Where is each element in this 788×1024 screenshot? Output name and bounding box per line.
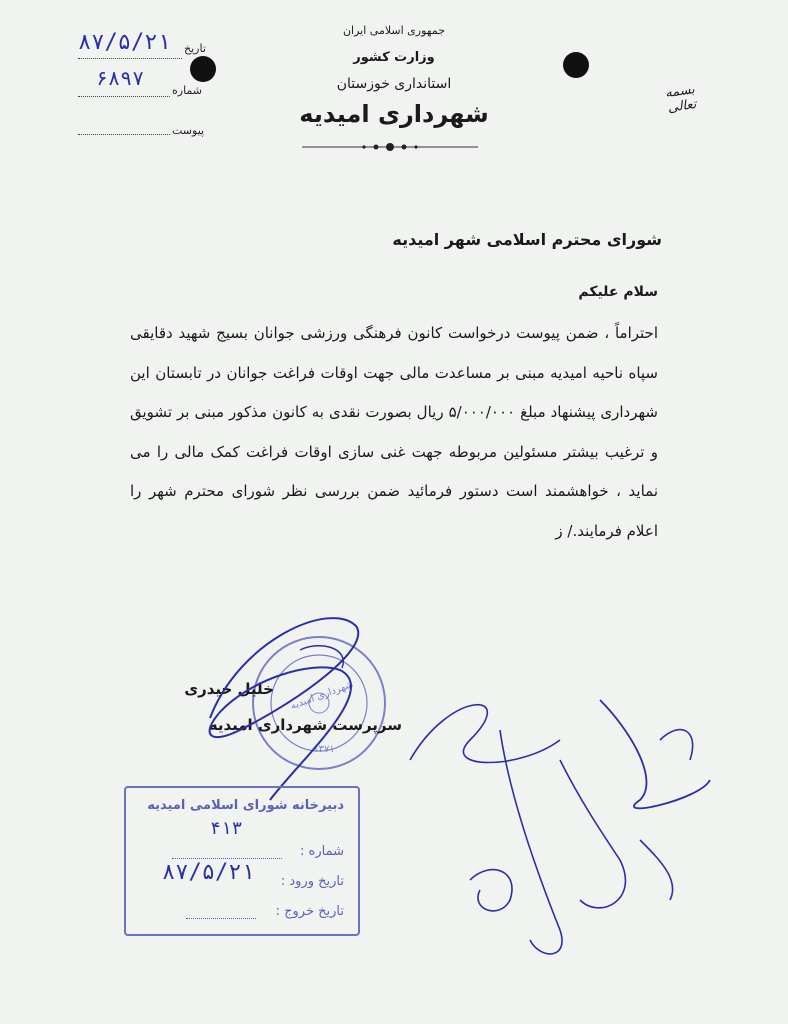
inbox-number-dots <box>172 858 282 859</box>
date-value: ۸۷/۵/۲۱ <box>78 30 171 55</box>
province-heading: استانداری خوزستان <box>336 76 452 92</box>
inbox-number-label: شماره : <box>300 844 344 859</box>
round-stamp-text: شهرداری امیدیه <box>289 679 355 712</box>
bismillah-logo: بسمه تعالی <box>664 82 698 116</box>
signer-name: خلیل حیدری <box>184 680 274 698</box>
round-stamp-year: ۱۳۷۱ <box>313 744 335 755</box>
inbox-entry-value: ۸۷/۵/۲۱ <box>162 860 255 885</box>
inbox-stamp-title: دبیرخانه شورای اسلامی امیدیه <box>147 798 344 813</box>
republic-heading: جمهوری اسلامی ایران <box>342 24 446 37</box>
inbox-stamp <box>124 786 360 936</box>
date-label: تاریخ <box>184 42 206 55</box>
letter-body: احتراماً ، ضمن پیوست درخواست کانون فرهنگی ورزشی جوانان بسیج شهید دقایقی سپاه ناحیه امیدیه مبنی بر مساعدت مالی جهت اوقات فراغت جوانان در تابستان این شهرداری پیشنهاد مبلغ ۵/۰۰۰/۰۰۰ ریال بصورت نقدی به کانون مذکور مبنی بر تشویق و ترغیب بیشتر مسئولین مربوطه جهت غنی سازی اوقات فراغت کمک مالی را می نماید ، خواهشمند است دستور فرمائید ضمن بررسی نظر شورای محترم شهر را اعلام فرمایند./ ز <box>130 324 658 540</box>
number-label: شماره <box>172 84 203 97</box>
ministry-heading: وزارت کشور <box>353 50 435 65</box>
inbox-number-value: ۴۱۳ <box>210 818 243 839</box>
greeting-line: سلام علیکم <box>578 284 658 300</box>
inbox-entry-label: تاریخ ورود : <box>280 874 344 889</box>
recipient-line: شورای محترم اسلامی شهر امیدیه <box>392 230 662 249</box>
inbox-exit-label: تاریخ خروج : <box>275 904 344 919</box>
attachment-label: پیوست <box>172 124 205 137</box>
number-value: ۶۸۹۷ <box>96 66 145 90</box>
signer-title: سرپرست شهرداری امیدیه <box>208 716 402 734</box>
municipality-heading: شهرداری امیدیه <box>299 100 489 128</box>
inbox-exit-dots <box>186 918 256 919</box>
